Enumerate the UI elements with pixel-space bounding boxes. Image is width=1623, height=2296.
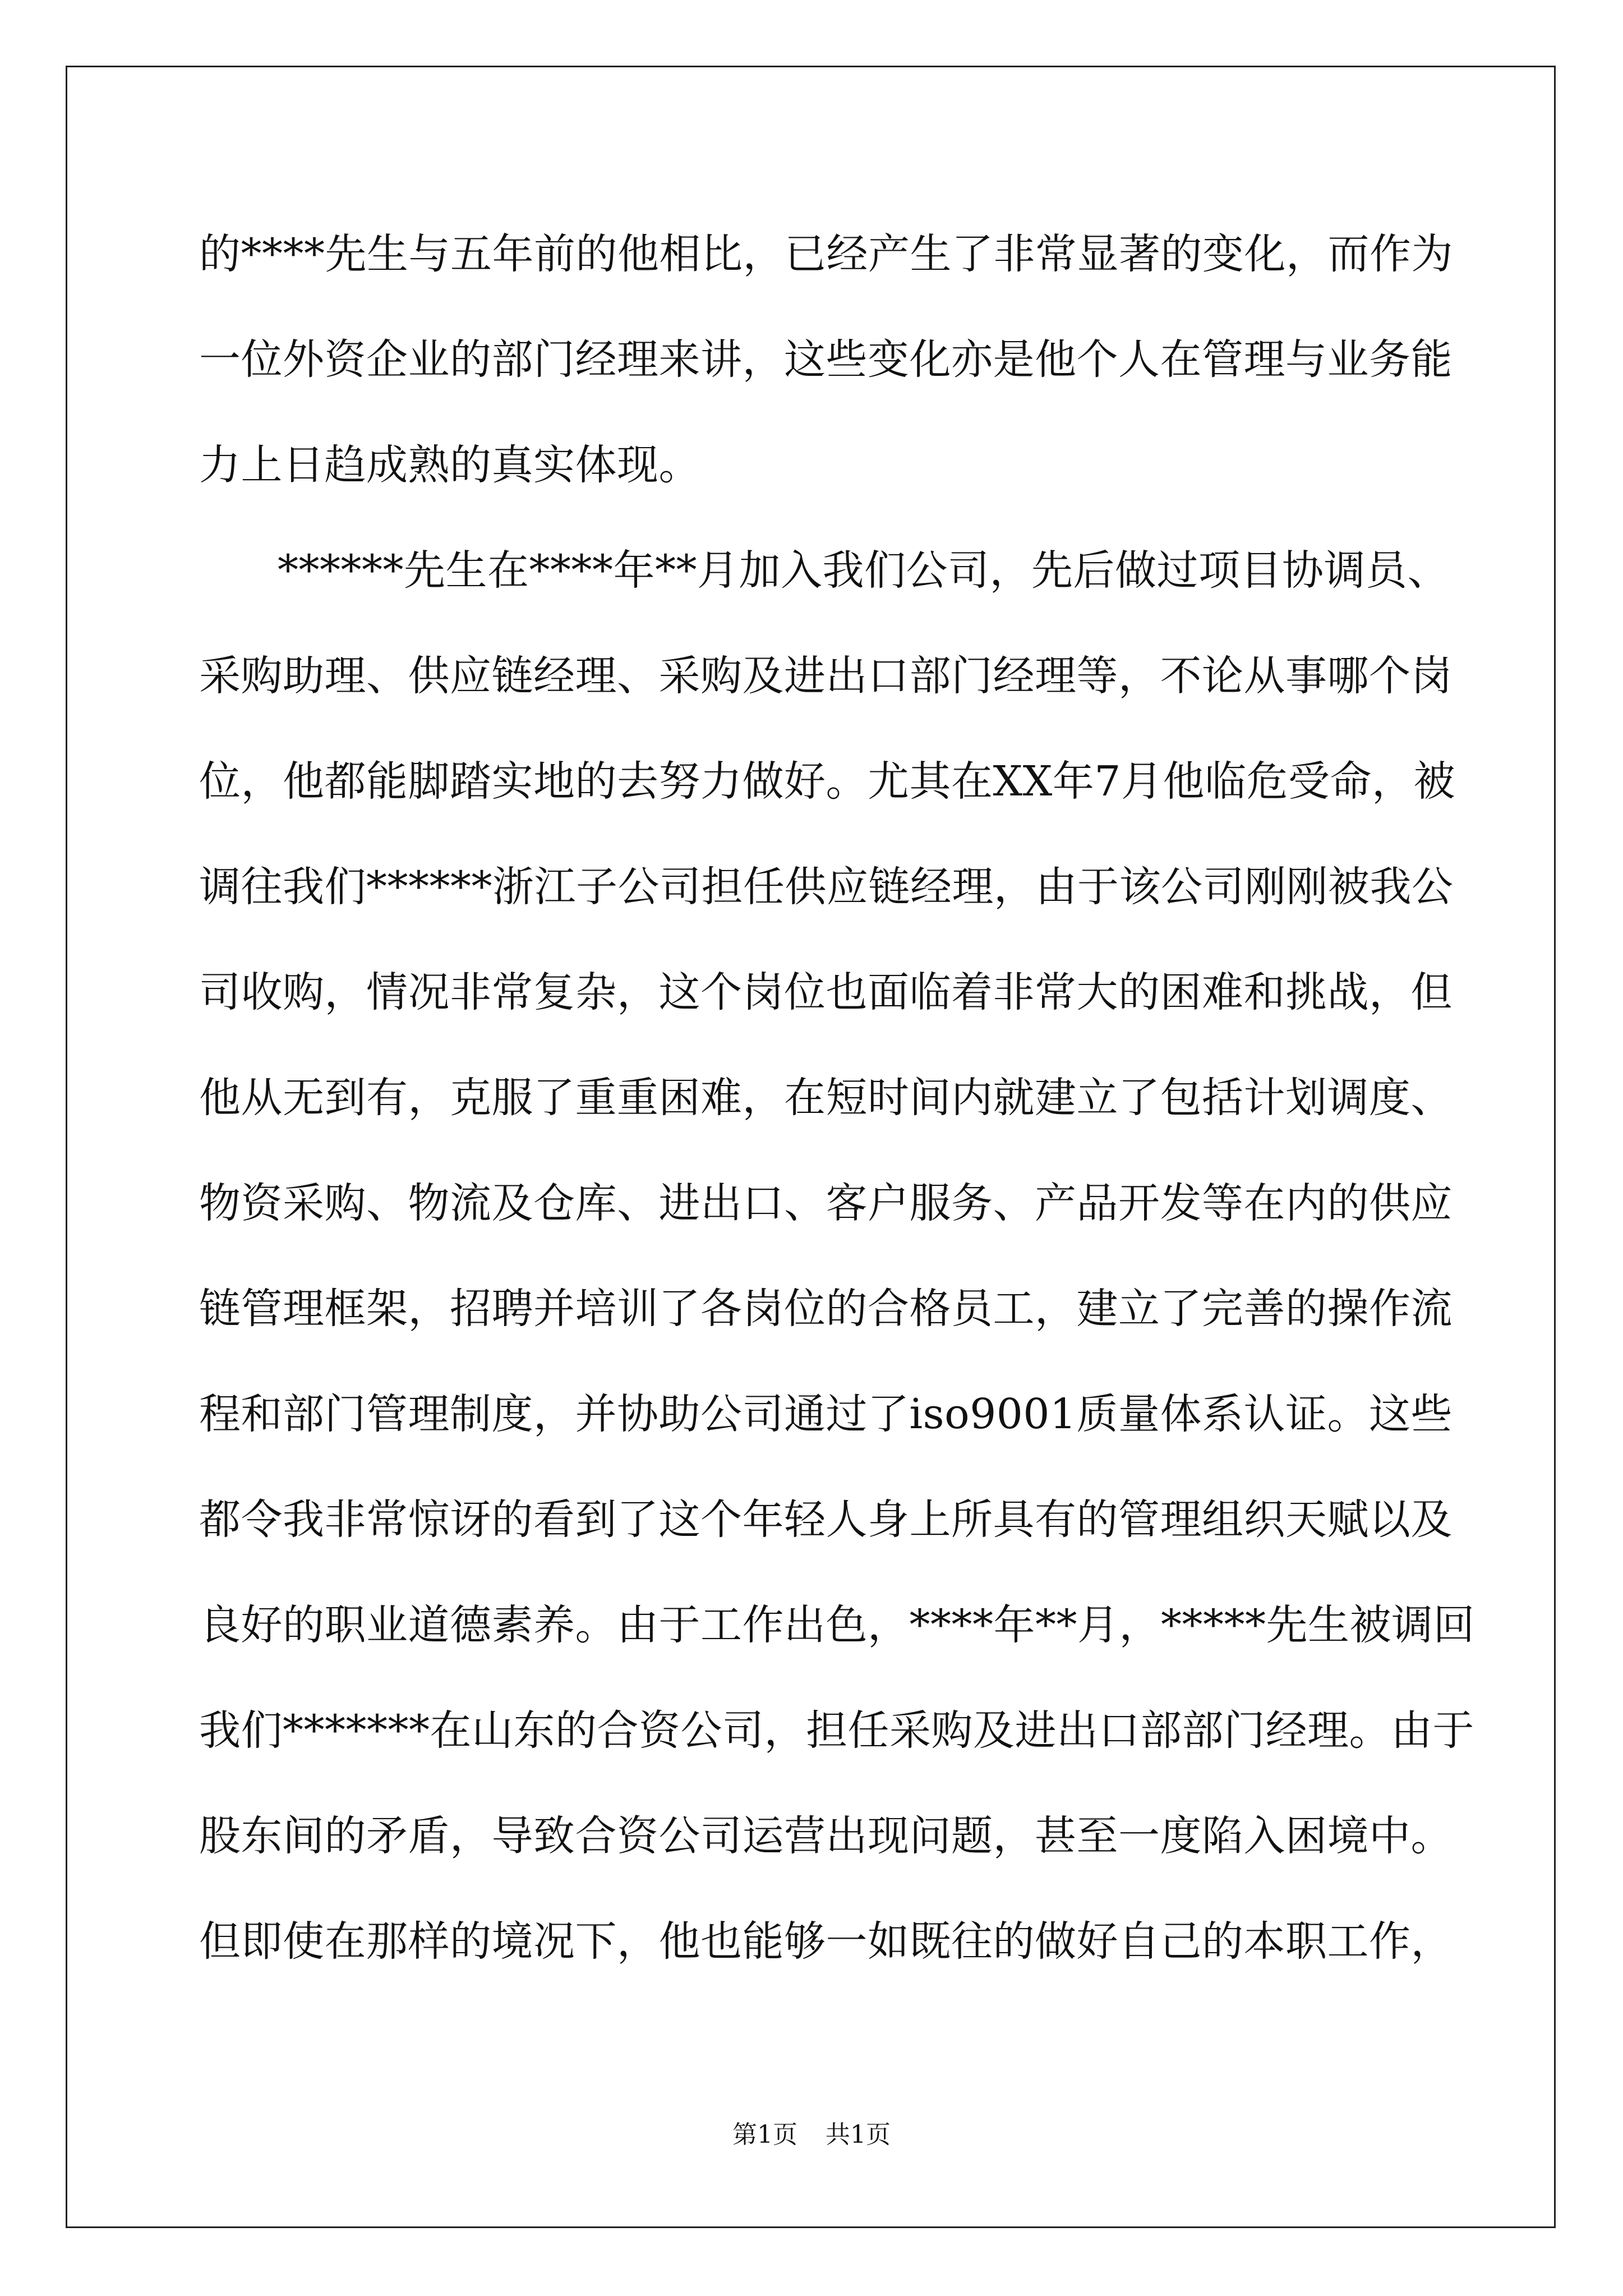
text-line: 物资采购、物流及仓库、进出口、客户服务、产品开发等在内的供应 [199, 1179, 1453, 1227]
text-line: 司收购，情况非常复杂，这个岗位也面临着非常大的困难和挑战，但 [199, 968, 1453, 1016]
text-line: 良好的职业道德素养。由于工作出色，****年**月，*****先生被调回 [199, 1601, 1475, 1649]
page-number: 第1页 [732, 2120, 797, 2149]
page-border [66, 66, 1556, 2228]
text-line: 我们*******在山东的合资公司，担任采购及进出口部部门经理。由于 [199, 1706, 1474, 1755]
text-line: 他从无到有，克服了重重困难，在短时间内就建立了包括计划调度、 [199, 1074, 1453, 1122]
text-line: 但即使在那样的境况下，他也能够一如既往的做好自己的本职工作， [199, 1917, 1453, 1966]
paragraph-first-line: ******先生在****年**月加入我们公司，先后做过项目协调员、 [278, 546, 1449, 595]
text-line: 的****先生与五年前的他相比，已经产生了非常显著的变化，而作为 [199, 230, 1453, 278]
text-line: 位，他都能脚踏实地的去努力做好。尤其在XX年7月他临危受命，被 [199, 757, 1455, 806]
text-line: 程和部门管理制度，并协助公司通过了iso9001质量体系认证。这些 [199, 1390, 1453, 1438]
text-line: 链管理框架，招聘并培训了各岗位的合格员工，建立了完善的操作流 [199, 1285, 1453, 1333]
text-line: 一位外资企业的部门经理来讲，这些变化亦是他个人在管理与业务能 [199, 335, 1453, 384]
text-line: 力上日趋成熟的真实体现。 [199, 441, 700, 489]
text-line: 股东间的矛盾，导致合资公司运营出现问题，甚至一度陷入困境中。 [199, 1812, 1453, 1860]
text-line: 都令我非常惊讶的看到了这个年轻人身上所具有的管理组织天赋以及 [199, 1496, 1453, 1544]
page-footer [0, 2118, 1623, 2152]
page-total: 共1页 [826, 2120, 891, 2149]
text-line: 调往我们******浙江子公司担任供应链经理，由于该公司刚刚被我公 [199, 863, 1454, 911]
text-line: 采购助理、供应链经理、采购及进出口部门经理等，不论从事哪个岗 [199, 652, 1453, 700]
